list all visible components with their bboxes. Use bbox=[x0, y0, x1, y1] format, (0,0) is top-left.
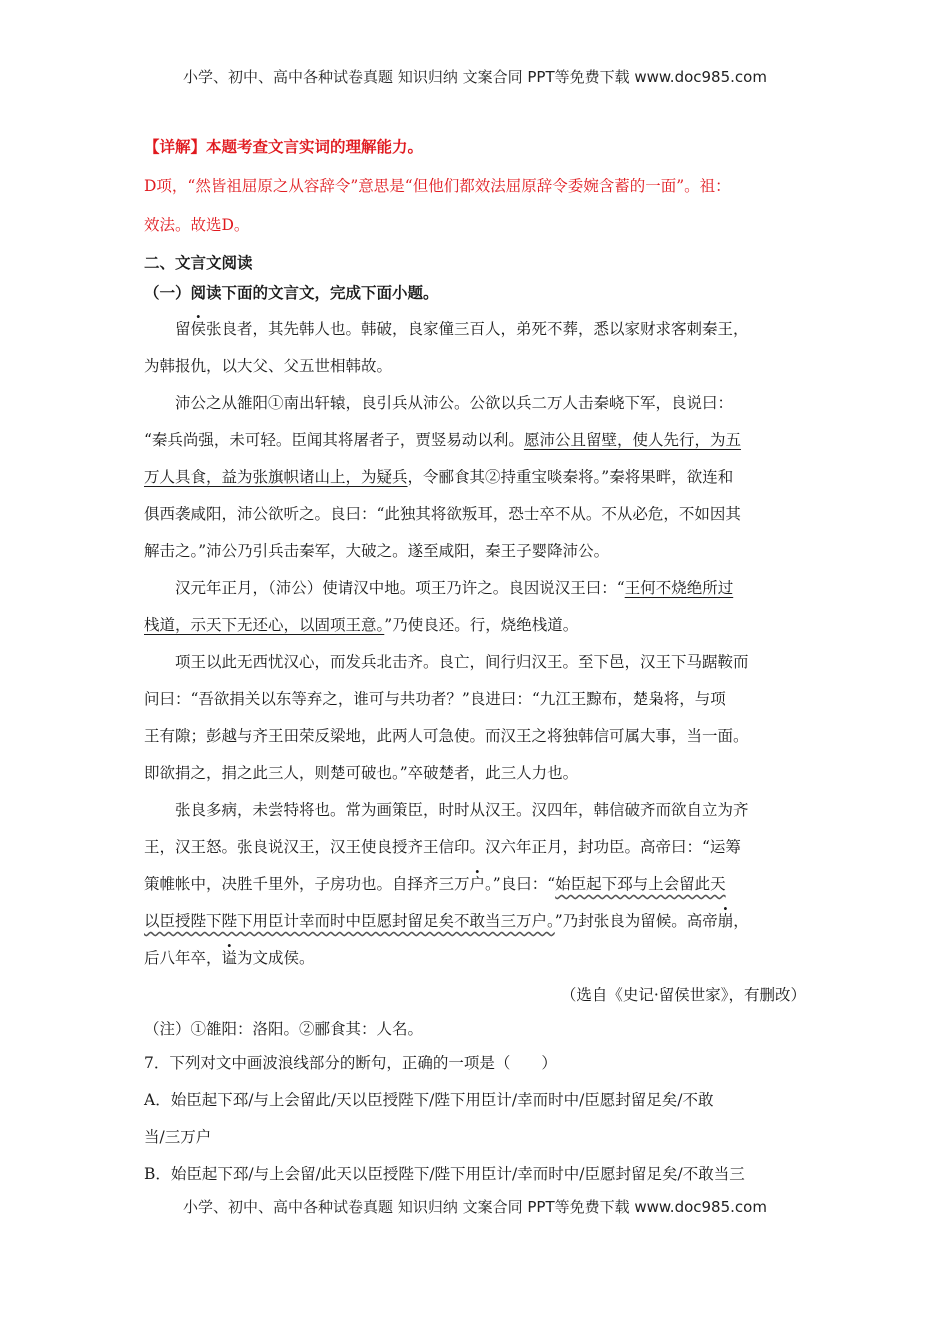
text-fragment: ”乃封张良为留候。高帝 bbox=[554, 912, 718, 930]
text-fragment: 。”良曰：“ bbox=[485, 875, 556, 893]
passage-p5-line-3 bbox=[144, 873, 806, 895]
passage-p5-line-5 bbox=[144, 947, 806, 969]
text-fragment: ”乃使良还。行，烧绝栈道。 bbox=[384, 616, 579, 634]
passage-p2-line-4: 俱西袭咸阳，沛公欲听之。良曰：“此独其将欲叛耳，恐士卒不从。不从必危，不如因其 bbox=[144, 505, 741, 523]
option-b-line-1: B．始臣起下邳/与上会留/此天以臣授陛下/陛下用臣计/幸而时中/臣愿封留足矣/不敢当三 bbox=[144, 1165, 745, 1183]
emphasis-dot-char: 侯 bbox=[190, 320, 207, 338]
text-fragment: ，令郦食其②持重宝啖秦将。”秦将果畔，欲连和 bbox=[407, 468, 734, 486]
underlined-text: 万人具食，益为张旗帜诸山上，为疑兵 bbox=[144, 468, 408, 486]
passage-p4-line-1: 项王以此无西忧汉心，而发兵北击齐。良亡，间行归汉王。至下邑，汉王下马踞鞍而 bbox=[175, 653, 749, 671]
text-fragment: 留 bbox=[175, 320, 191, 338]
text-fragment: 策帷帐中，决胜千里外，子房功也。自择齐三万 bbox=[144, 875, 470, 893]
text-fragment: ， bbox=[733, 912, 749, 930]
passage-p1-line-2: 为韩报仇，以大父、父五世相韩故。 bbox=[144, 357, 393, 375]
text-fragment: 为文成侯。 bbox=[237, 949, 315, 967]
wavy-underlined-text: 以臣授陛下陛下用臣计幸而时中臣愿封留足矣不敢当三万户。 bbox=[144, 912, 555, 930]
emphasis-dot-char: 崩 bbox=[717, 912, 734, 930]
section-title: 二、文言文阅读 bbox=[144, 253, 253, 272]
passage-p4-line-2: 问曰：“吾欲捐关以东等弃之，谁可与共功者？”良进曰：“九江王黥布，楚枭将，与项 bbox=[144, 690, 726, 708]
passage-p4-line-4: 即欲捐之，捐之此三人，则楚可破也。”卒破楚者，此三人力也。 bbox=[144, 764, 579, 782]
passage-p1-line-1 bbox=[144, 318, 806, 340]
option-a-line-1: A．始臣起下邳/与上会留此/天以臣授陛下/陛下用臣计/幸而时中/臣愿封留足矣/不敢 bbox=[144, 1091, 714, 1109]
text-fragment: 张良者，其先韩人也。韩破，良家僮三百人，弟死不葬，悉以家财求客刺秦王， bbox=[206, 320, 749, 338]
text-fragment: 汉元年正月，（沛公）使请汉中地。项王乃许之。良因说汉王曰：“ bbox=[175, 579, 625, 597]
wavy-underlined-text: 始臣起下邳与上会留此天 bbox=[555, 875, 726, 893]
passage-p2-line-3 bbox=[144, 466, 806, 488]
explain-line-1 bbox=[144, 136, 806, 158]
passage-p2-line-5: 解击之。”沛公乃引兵击秦军，大破之。遂至咸阳，秦王子婴降沛公。 bbox=[144, 542, 610, 560]
page-header: 小学、初中、高中各种试卷真题 知识归纳 文案合同 PPT等免费下载 www.doc985.com bbox=[183, 68, 767, 86]
option-a-line-2: 当/三万户 bbox=[144, 1128, 212, 1146]
page-footer: 小学、初中、高中各种试卷真题 知识归纳 文案合同 PPT等免费下载 www.doc985.com bbox=[183, 1198, 767, 1216]
passage-p4-line-3: 王有隙；彭越与齐王田荣反梁地，此两人可急使。而汉王之将独韩信可属大事，当一面。 bbox=[144, 727, 749, 745]
question-stem: 7．下列对文中画波浪线部分的断句，正确的一项是（ ） bbox=[144, 1054, 557, 1072]
passage-p5-line-1: 张良多病，未尝特将也。常为画策臣，时时从汉王。汉四年，韩信破齐而欲自立为齐 bbox=[175, 801, 749, 819]
section-subtitle: （一）阅读下面的文言文，完成下面小题。 bbox=[144, 283, 439, 302]
text-fragment: “秦兵尚强，未可轻。臣闻其将屠者子，贾竖易动以利。 bbox=[144, 431, 524, 449]
source-citation: （选自《史记·留侯世家》，有删改） bbox=[560, 986, 806, 1004]
passage-p2-line-2 bbox=[144, 429, 806, 451]
annotation-note: （注）①雒阳：洛阳。②郦食其：人名。 bbox=[144, 1020, 424, 1038]
passage-p5-line-2: 王，汉王怒。张良说汉王，汉王使良授齐王信印。汉六年正月，封功臣。高帝曰：“运筹 bbox=[144, 838, 741, 856]
passage-p2-line-1: 沛公之从雒阳①南出轩辕，良引兵从沛公。公欲以兵二万人击秦峣下军，良说曰： bbox=[175, 394, 734, 412]
passage-p3-line-1 bbox=[144, 577, 806, 599]
text-fragment: 后八年卒， bbox=[144, 949, 222, 967]
emphasis-dot-char: 谥 bbox=[221, 949, 238, 967]
document-body bbox=[144, 132, 806, 1185]
underlined-text: 愿沛公且留壁，使人先行，为五 bbox=[523, 431, 741, 449]
explain-line-3: 效法。故选D。 bbox=[144, 216, 250, 234]
emphasis-dot-char: 户 bbox=[469, 875, 486, 893]
passage-p5-line-4 bbox=[144, 910, 806, 932]
passage-p3-line-2 bbox=[144, 614, 806, 636]
explain-text-1: 【详解】本题考查文言实词的理解能力。 bbox=[144, 137, 424, 156]
explain-line-2: D项，“然皆祖屈原之从容辞令”意思是“但他们都效法屈原辞令委婉含蓄的一面”。祖： bbox=[144, 177, 731, 195]
underlined-text: 王何不烧绝所过 bbox=[624, 579, 734, 597]
underlined-text: 栈道，示天下无还心，以固项王意。 bbox=[144, 616, 385, 634]
